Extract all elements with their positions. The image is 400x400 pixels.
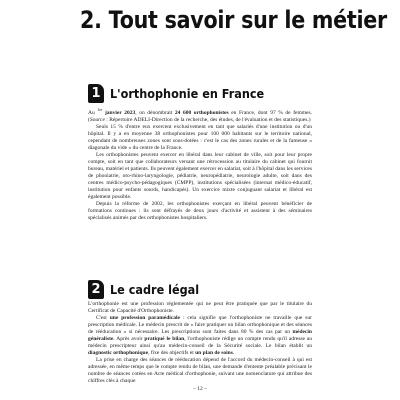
text-run: en France, dont 97 % de femmes. ( [88,109,312,123]
text-run: : Répertoire ADELI-Direction de la recherche, des études, de l'évaluation et des statistiques.) [104,116,311,123]
text-run: : cela signifie que l'orthophoniste ne travaille que sur prescription médicale. Le médecin prescrit de « faire pratiquer un bilan orthophonique et des séances de rééducation » si nécessaire. Les prescriptions sont faites dans 80 % des cas par un [88,315,312,335]
text-run: , l'orthophoniste rédige un compte rendu qu'il adresse au médecin prescripteur ainsi qu'au médecin-conseil de la Sécurité sociale. Le bilan établit un [88,336,312,349]
text-run: Depuis la réforme de 2002, les orthophonistes exerçant en libéral peuvent bénéficier de formations continues : ils sont défrayés de deux jours d'activité et assistent à des séminaires spécialisés animés par des orthophonistes hospitaliers. [88,200,312,221]
paragraph [88,357,312,385]
text-run: er [99,107,103,112]
text-run: 24 600 orthophonistes [174,109,229,116]
text-run: janvier 2023 [102,109,136,116]
paragraph [88,201,312,222]
paragraph [88,152,312,201]
text-run: La prise en charge des séances de rééducation dépend de l'accord du médecin-conseil à qui est adressée, en même temps que le compte rendu de bilan, une demande d'entente préalable précisant le nombre de séances cotées en Acte médical d'orthophonie, suivant une nomenclature qui attribue des chiffres clés à chaque [88,357,312,384]
section-2-title: Le cadre légal [110,282,200,297]
paragraph [88,124,312,152]
chapter-title: 2. Tout savoir sur le métier [80,6,387,34]
text-run: Les orthophonistes peuvent exercer en libéral dans leur cabinet de ville, soit pour leur propre compte, soit en tant que collaborateurs versant une rétrocession au titulaire du cabinet qui fournit bureau, matériel et patients. Ils peuvent également exercer en salariat, soit à l'hôpital dans les services de phoniatrie, oto-rhino-laryngologie, pédiatrie, neuropédiatrie, neurologie adulte, soit dans des centres médico-psycho-pédagogiques (CMPP), institutions spécialisées (internat médico-éducatif, institution pour enfants sourds, handicapés). Un exercice mixte conjuguant salariat et libéral est également possible. [88,151,312,200]
text-run: , on dénombrait [135,109,175,116]
text-run: pratiqué le bilan [144,336,185,342]
text-run: une profession paramédicale [109,315,180,321]
text-run: 1 [97,107,100,112]
text-run: médecin généraliste [88,329,312,342]
text-run: un plan de soins [195,350,233,356]
text-run: Source [89,116,105,123]
text-run: , fixe des objectifs et [148,350,196,356]
section-1-heading [88,84,281,103]
text-run: C'est [96,315,110,321]
section-1-body [88,106,312,222]
text-run: . Après avoir [113,336,145,342]
text-run: diagnostic orthophonique [88,350,149,356]
text-run: Au [88,109,98,116]
text-run: . [232,350,235,356]
paragraph [88,106,312,124]
paragraph [88,315,312,357]
paragraph [88,301,312,315]
text-run: L'orthophonie est une profession réglementée qui ne peut être pratiquée que par le titulaire du Certificat de Capacité d'Orthophoniste. [88,301,312,314]
section-2-number-badge: 2 [88,280,104,299]
text-run: Seuls 15 % d'entre eux exercent exclusivement en tant que salariés d'une institution ou d'un hôpital. Il y a en moyenne 38 orthophonistes pour 100 000 habitants sur le territoire national, cependant de nombreuses zones sont sous-dotées : c'est le cas des zones rurales et de la fameuse « diagonale du vide » du centre de la France. [88,123,312,151]
page-number: – 12 – [193,386,207,392]
section-1-number-badge: 1 [88,84,104,103]
section-2-body [88,301,312,385]
section-2-heading [88,280,209,299]
section-1-title: L'orthophonie en France [110,86,265,101]
